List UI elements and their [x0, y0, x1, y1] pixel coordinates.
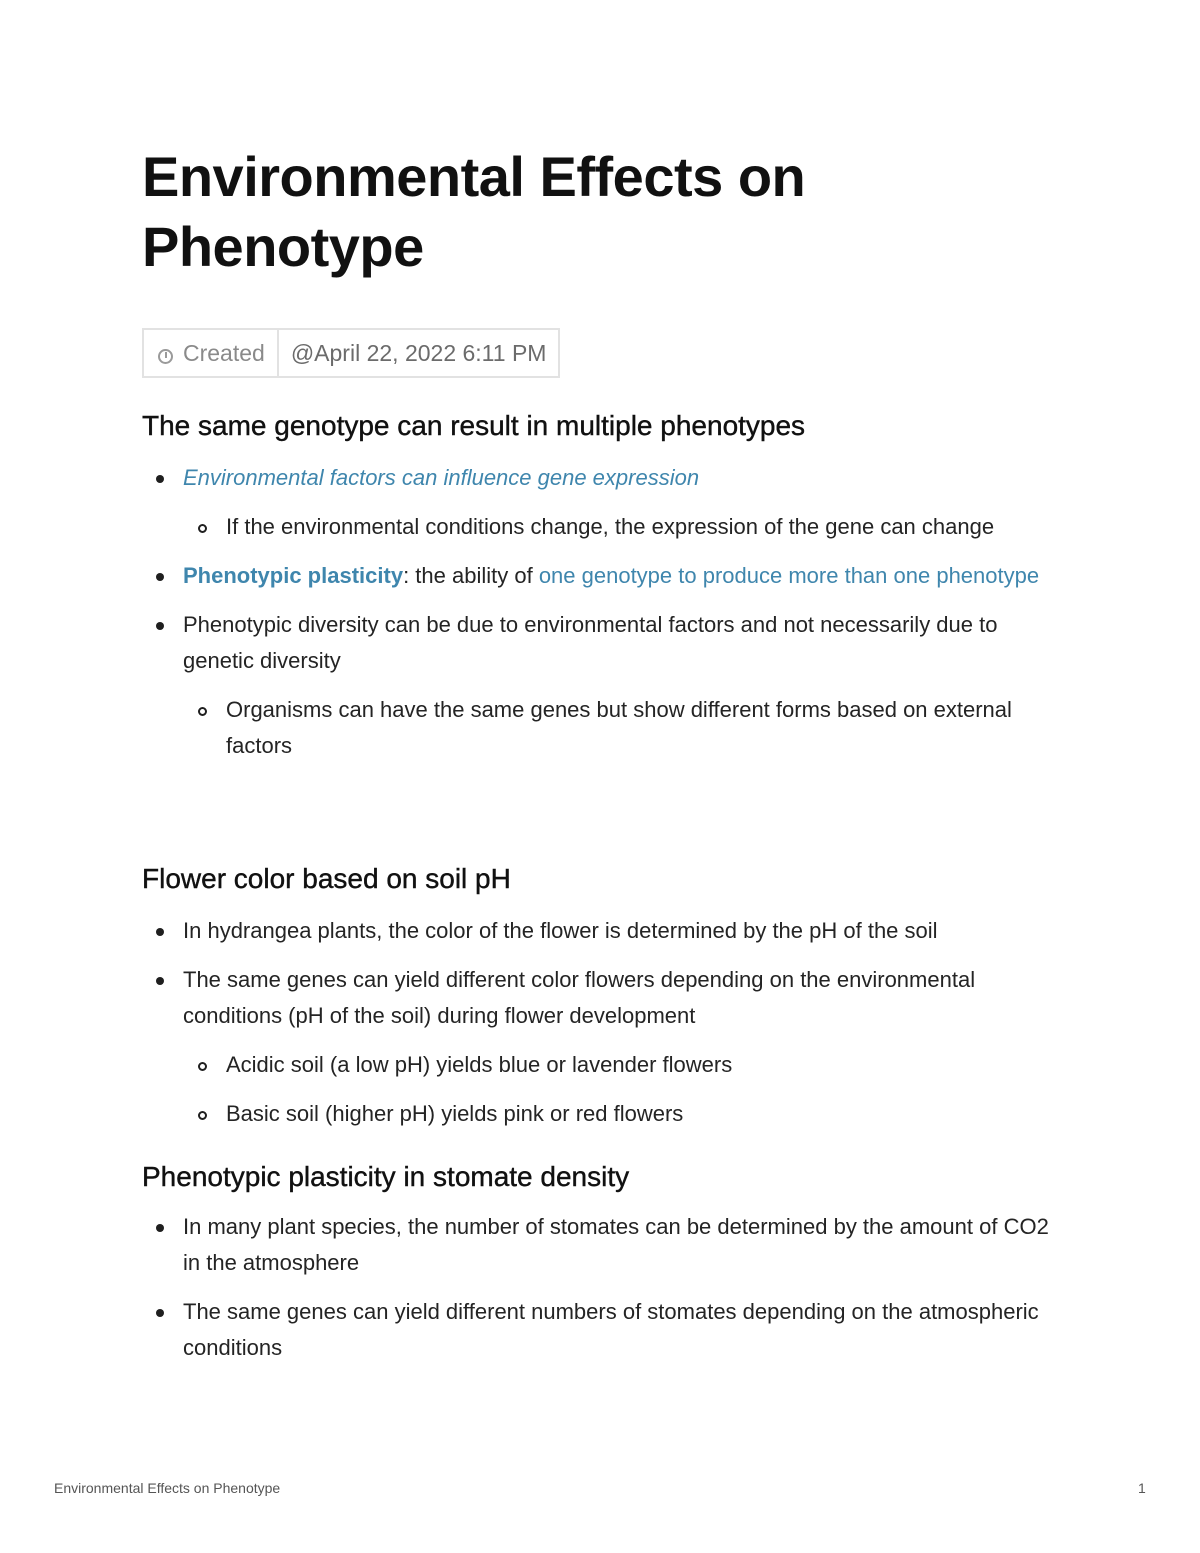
list-item — [142, 1209, 1072, 1281]
list-item-text: If the environmental conditions change, the expression of the gene can change — [226, 514, 995, 539]
list-item-text: Phenotypic diversity can be due to environmental factors and not necessarily due to genetic diversity — [183, 612, 998, 673]
list-item-highlight: one genotype to produce more than one phenotype — [538, 563, 1040, 588]
page-title: Environmental Effects on Phenotype — [142, 145, 806, 278]
list-item-text: : the ability of — [403, 563, 539, 588]
list-item-text: In hydrangea plants, the color of the flower is determined by the pH of the soil — [183, 918, 938, 943]
hollow-bullet-icon — [198, 1062, 207, 1071]
section-heading-stomate-density: Phenotypic plasticity in stomate density — [142, 1161, 630, 1192]
stomate-density-list — [142, 1209, 1072, 1366]
list-item-text: The same genes can yield different color flowers depending on the environmental conditions (pH of the soil) during flower development — [183, 967, 976, 1028]
created-value: @April 22, 2022 6:11 PM — [278, 329, 560, 377]
list-item-text: Acidic soil (a low pH) yields blue or lavender flowers — [226, 1052, 733, 1077]
section-heading-flower-color: Flower color based on soil pH — [142, 863, 511, 894]
genotype-list — [142, 460, 1072, 764]
bullet-icon — [156, 977, 164, 985]
bullet-icon — [156, 928, 164, 936]
list-item — [142, 607, 1072, 679]
list-item — [142, 962, 1072, 1034]
list-item-text: Organisms can have the same genes but show different forms based on external factors — [226, 697, 1012, 758]
list-item — [142, 558, 1072, 594]
section-heading-genotype: The same genotype can result in multiple phenotypes — [142, 410, 806, 441]
list-item — [142, 1096, 1072, 1132]
bullet-icon — [156, 475, 164, 483]
clock-icon — [158, 349, 173, 364]
list-item-term: Phenotypic plasticity — [183, 563, 404, 588]
properties-table — [142, 328, 560, 378]
bullet-icon — [156, 622, 164, 630]
list-item — [142, 1047, 1072, 1083]
created-property-row — [143, 329, 559, 377]
list-item — [142, 460, 1072, 496]
list-item-text: In many plant species, the number of stomates can be determined by the amount of CO2 in the atmosphere — [183, 1214, 1049, 1275]
created-label-cell — [143, 329, 278, 377]
list-item — [142, 509, 1072, 545]
list-item — [142, 1294, 1072, 1366]
bullet-icon — [156, 1309, 164, 1317]
list-item — [142, 692, 1072, 764]
created-label: Created — [183, 339, 265, 366]
list-item-text: Environmental factors can influence gene expression — [183, 465, 700, 490]
bullet-icon — [156, 1224, 164, 1232]
bullet-icon — [156, 573, 164, 581]
hollow-bullet-icon — [198, 707, 207, 716]
list-item — [142, 913, 1072, 949]
hollow-bullet-icon — [198, 524, 207, 533]
hollow-bullet-icon — [198, 1111, 207, 1120]
footer-page-number: 1 — [1138, 1480, 1146, 1496]
footer-title: Environmental Effects on Phenotype — [54, 1480, 281, 1496]
list-item-text: The same genes can yield different numbers of stomates depending on the atmospheric conditions — [183, 1299, 1039, 1360]
list-item-text: Basic soil (higher pH) yields pink or red flowers — [226, 1101, 684, 1126]
flower-color-list — [142, 913, 1072, 1132]
